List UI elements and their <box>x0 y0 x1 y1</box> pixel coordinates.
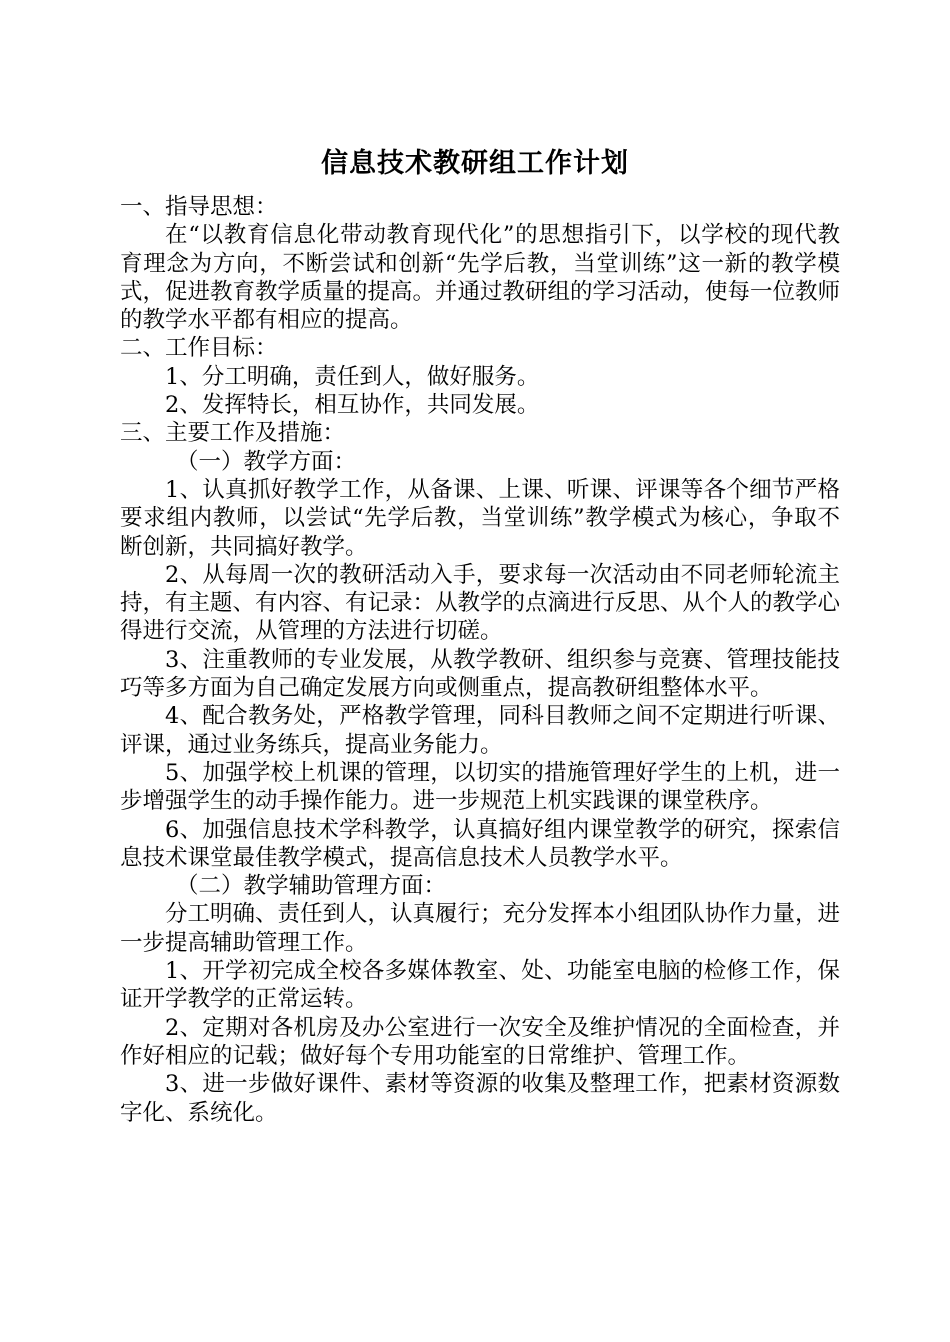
teaching-item-4: 4、配合教务处，严格教学管理，同科目教师之间不定期进行听课、评课，通过业务练兵，提高业务能力。 <box>120 703 840 758</box>
goal-item-1: 1、分工明确，责任到人，做好服务。 <box>165 363 540 390</box>
goal-item-2: 2、发挥特长，相互协作，共同发展。 <box>165 392 540 419</box>
auxiliary-item-2: 2、定期对各机房及办公室进行一次安全及维护情况的全面检查，并作好相应的记载；做好每个专用功能室的日常维护、管理工作。 <box>120 1014 840 1069</box>
auxiliary-item-1: 1、开学初完成全校各多媒体教室、处、功能室电脑的检修工作，保证开学教学的正常运转。 <box>120 958 840 1013</box>
teaching-item-1: 1、认真抓好教学工作，从备课、上课、听课、评课等各个细节严格要求组内教师，以尝试“先学后教，当堂训练”教学模式为核心，争取不断创新，共同搞好教学。 <box>120 476 840 560</box>
auxiliary-item-3: 3、进一步做好课件、素材等资源的收集及整理工作，把素材资源数字化、系统化。 <box>120 1071 840 1126</box>
auxiliary-intro: 分工明确、责任到人，认真履行；充分发挥本小组团队协作力量，进一步提高辅助管理工作。 <box>120 901 841 956</box>
teaching-item-3: 3、注重教师的专业发展，从教学教研、组织参与竞赛、管理技能技巧等多方面为自己确定发展方向或侧重点，提高教研组整体水平。 <box>120 646 840 702</box>
subsection-heading-teaching: （一）教学方面： <box>176 448 357 475</box>
subsection-heading-auxiliary: （二）教学辅助管理方面： <box>176 873 447 900</box>
section-heading-main-work: 三、主要工作及措施： <box>120 420 346 447</box>
teaching-item-5: 5、加强学校上机课的管理，以切实的措施管理好学生的上机，进一步增强学生的动手操作能力。进一步规范上机实践课的课堂秩序。 <box>120 759 840 815</box>
document-body <box>120 193 840 1127</box>
paragraph-guiding-thought: 在“以教育信息化带动教育现代化”的思想指引下，以学校的现代教育理念为方向，不断尝试和创新“先学后教，当堂训练”这一新的教学模式，促进教育教学质量的提高。并通过教研组的学习活动，使每一位教师的教学水平都有相应的提高。 <box>120 222 841 334</box>
section-heading-guiding-thought: 一、指导思想： <box>120 194 278 220</box>
teaching-item-2: 2、从每周一次的教研活动入手，要求每一次活动由不同老师轮流主持，有主题、有内容、有记录：从教学的点滴进行反思、从个人的教学心得进行交流，从管理的方法进行切磋。 <box>120 561 841 645</box>
section-heading-work-goals: 二、工作目标： <box>120 335 278 362</box>
document-title: 信息技术教研组工作计划 <box>321 148 629 179</box>
teaching-item-6: 6、加强信息技术学科教学，认真搞好组内课堂教学的研究，探索信息技术课堂最佳教学模式，提高信息技术人员教学水平。 <box>120 816 840 871</box>
